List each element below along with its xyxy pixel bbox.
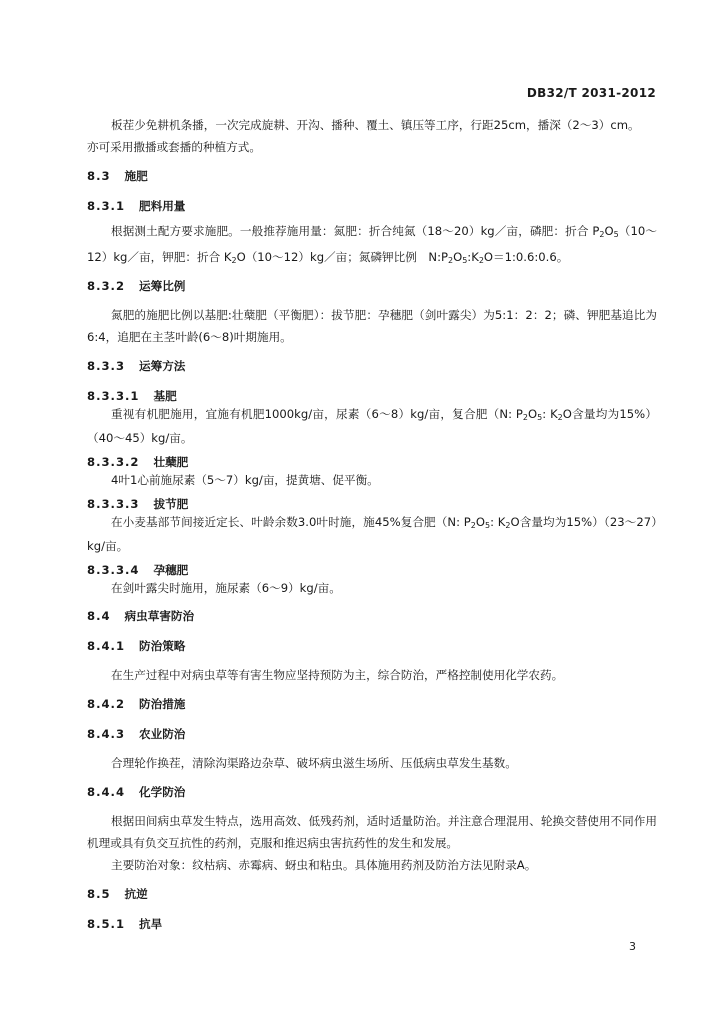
heading-8-3-3 [87, 358, 657, 374]
heading-number: 8.5.1 [87, 917, 126, 931]
heading-title: 施肥 [124, 169, 148, 183]
heading-title: 抗逆 [124, 887, 148, 901]
text-run: O [528, 407, 538, 421]
heading-8-3-3-4 [87, 562, 657, 578]
text-run: （40～45）kg/亩。 [87, 431, 193, 445]
subscript: 2 [522, 413, 529, 422]
text-run: O＝1:0.6:0.6。 [483, 250, 569, 264]
subscript: 5 [613, 230, 619, 239]
heading-number: 8.4.3 [87, 727, 126, 741]
subscript: 5 [485, 521, 491, 530]
standard-code: DB32/T 2031-2012 [526, 86, 656, 100]
heading-number: 8.4.4 [87, 785, 126, 799]
heading-number: 8.3.3.3 [87, 497, 140, 511]
text-run: : K [490, 515, 506, 529]
text-run: （10～12）kg／亩，钾肥：折合 K [87, 224, 657, 264]
subscript: 5 [462, 256, 468, 265]
heading-8-4-3 [87, 726, 657, 742]
paragraph-main-targets: 主要防治对象：纹枯病、赤霉病、蚜虫和粘虫。具体施用药剂及防治方法见附录A。 [111, 858, 537, 872]
page-number: 3 [629, 940, 636, 953]
paragraph-agricultural-control: 合理轮作换茬，清除沟渠路边杂草、破坏病虫滋生场所、压低病虫草发生基数。 [111, 756, 517, 770]
subscript: 2 [447, 256, 454, 265]
heading-title: 抗旱 [139, 917, 163, 931]
text-run: 在小麦基部节间接近定长、叶龄余数3.0叶时施，施45%复合肥（N: P [111, 515, 471, 529]
heading-number: 8.5 [87, 887, 111, 901]
heading-number: 8.3.3 [87, 359, 126, 373]
subscript: 2 [470, 521, 476, 530]
heading-8-5-1 [87, 916, 657, 932]
text-run: O [604, 224, 614, 238]
text-run: 重视有机肥施用，宜施有机肥1000kg/亩，尿素（6～8）kg/亩，复合肥（N: P [111, 407, 523, 421]
heading-title: 防治策略 [139, 639, 186, 653]
heading-title: 化学防治 [139, 785, 186, 799]
subscript: 2 [478, 256, 484, 265]
heading-number: 8.3.2 [87, 279, 126, 293]
heading-number: 8.3.1 [87, 199, 126, 213]
heading-8-3-1 [87, 198, 657, 214]
heading-number: 8.4 [87, 609, 111, 623]
text-run: O [453, 250, 463, 264]
paragraph-control-strategy: 在生产过程中对病虫草等有害生物应坚持预防为主，综合防治，严格控制使用化学农药。 [111, 668, 564, 682]
heading-number: 8.4.1 [87, 639, 126, 653]
heading-8-3 [87, 168, 657, 184]
paragraph-chemical-control: 根据田间病虫草发生特点，选用高效、低残药剂，适时适量防治。并注意合理混用、轮换交替使用不同作用机理或具有负交互抗性的药剂，克服和推迟病虫害抗药性的发生和发展。 [87, 814, 657, 850]
heading-number: 8.3.3.1 [87, 389, 140, 403]
subscript: 2 [599, 230, 605, 239]
heading-8-5 [87, 886, 657, 902]
heading-title: 孕穗肥 [153, 563, 189, 577]
paragraph-ratio: 氮肥的施肥比例以基肥:壮蘖肥（平衡肥）：拔节肥：孕穗肥（剑叶露尖）为5:1：2：2；磷、钾肥基追比为6:4，追肥在主茎叶龄(6～8)叶期施用。 [87, 308, 657, 344]
text-run: : K [542, 407, 558, 421]
text-run: O [475, 515, 485, 529]
heading-title: 病虫草害防治 [124, 609, 195, 623]
paragraph-booting-fertilizer: 在剑叶露尖时施用，施尿素（6～9）kg/亩。 [111, 581, 341, 595]
text-run: 根据测土配方要求施肥。一般推荐施用量：氮肥：折合纯氮（18～20）kg／亩，磷肥：折合 P [111, 224, 600, 238]
paragraph-base-fertilizer [87, 404, 657, 448]
text-run: O（10～12）kg／亩；氮磷钾比例 N:P [236, 250, 448, 264]
heading-title: 防治措施 [139, 697, 186, 711]
text-run: :K [467, 250, 479, 264]
heading-title: 拔节肥 [153, 497, 189, 511]
heading-title: 运筹比例 [139, 279, 186, 293]
heading-8-4 [87, 608, 657, 624]
paragraph-fertilizer-amount [87, 220, 657, 272]
paragraph-jointing-fertilizer [87, 512, 657, 556]
paragraph-tillering-fertilizer: 4叶1心前施尿素（5～7）kg/亩，提黄塘、促平衡。 [111, 473, 379, 487]
heading-number: 8.4.2 [87, 697, 126, 711]
heading-title: 农业防治 [139, 727, 186, 741]
heading-8-4-1 [87, 638, 657, 654]
heading-8-3-2 [87, 278, 657, 294]
text-run: O含量均为15%）（23～ [510, 515, 637, 529]
heading-number: 8.3.3.2 [87, 455, 140, 469]
paragraph-intro-2: 亦可采用撒播或套播的种植方式。 [87, 140, 261, 154]
heading-title: 基肥 [153, 389, 177, 403]
heading-title: 运筹方法 [139, 359, 186, 373]
heading-8-4-2 [87, 696, 657, 712]
document-body [87, 114, 657, 932]
paragraph-intro-1: 板茬少免耕机条播，一次完成旋耕、开沟、播种、覆土、镇压等工序，行距25cm，播深（2～3）cm。 [111, 118, 640, 132]
text-run: 27）kg/亩。 [87, 515, 658, 553]
text-run: O含量均为15%） [562, 407, 657, 421]
subscript: 5 [537, 413, 543, 422]
heading-title: 肥料用量 [139, 199, 186, 213]
heading-8-4-4 [87, 784, 657, 800]
subscript: 2 [505, 521, 511, 530]
heading-8-3-3-3 [87, 496, 657, 512]
subscript: 2 [557, 413, 563, 422]
heading-number: 8.3.3.4 [87, 563, 140, 577]
heading-title: 壮蘖肥 [153, 455, 189, 469]
subscript: 2 [231, 256, 237, 265]
heading-8-3-3-2 [87, 454, 657, 470]
heading-number: 8.3 [87, 169, 111, 183]
heading-8-3-3-1 [87, 388, 657, 404]
